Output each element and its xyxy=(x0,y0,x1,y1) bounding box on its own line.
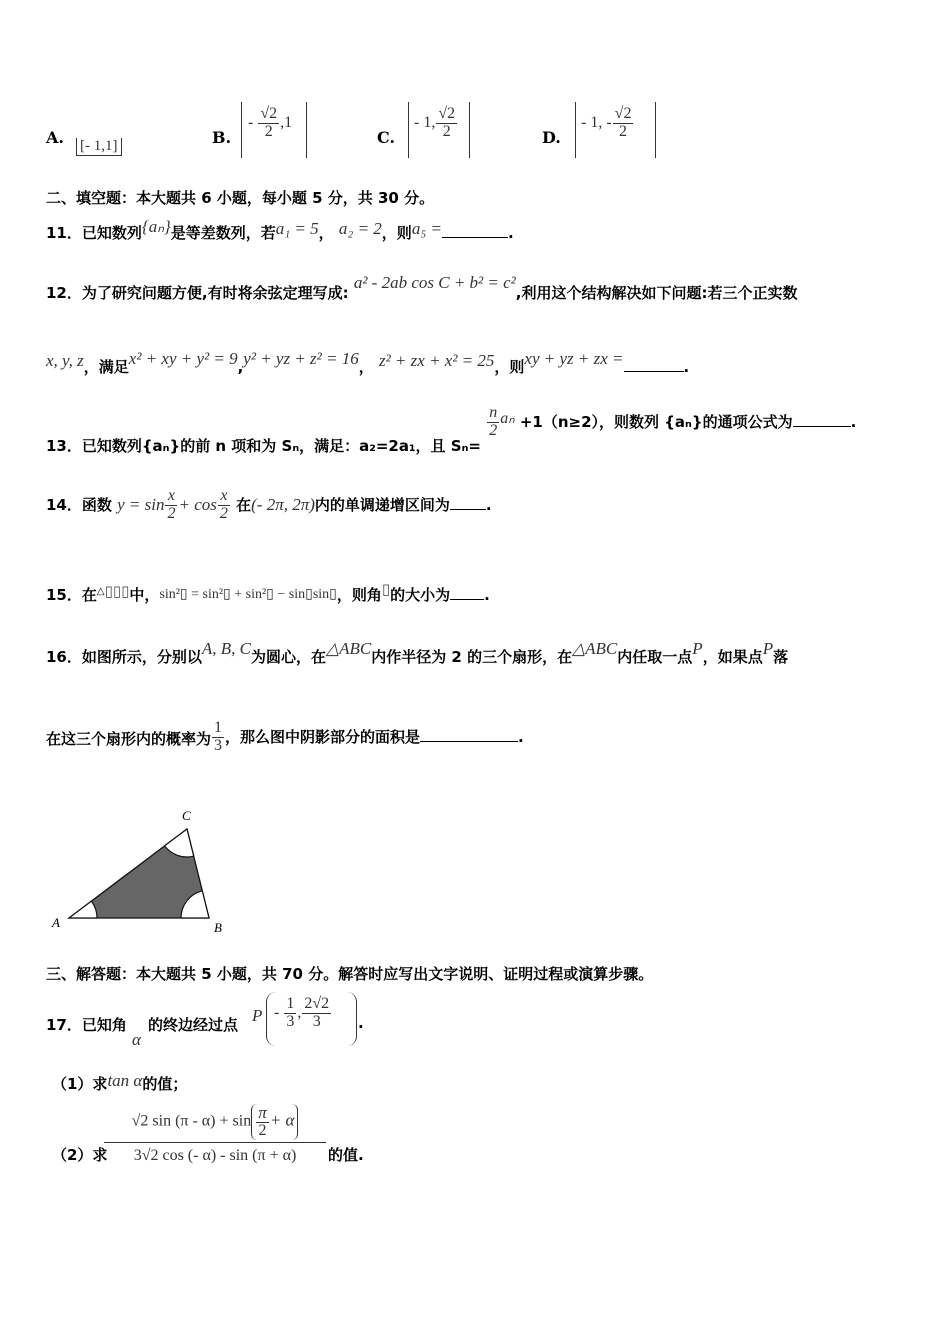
answer-blank-13[interactable] xyxy=(793,412,851,427)
answer-blank-14[interactable] xyxy=(450,495,486,510)
question-12-line-2: x, y, z，满足x² + xy + y² = 9,y² + yz + z² = 16， z² + zx + x² = 25，则xy + yz + zx = . xyxy=(46,349,690,376)
question-17-text: 的终边经过点 xyxy=(148,1016,239,1034)
triangle-figure xyxy=(46,806,236,936)
question-16-line-2: 在这三个扇形内的概率为 $\frac{1}{3}$ ，那么图中阴影部分的面积是 . xyxy=(46,719,524,754)
option-b-label: B. xyxy=(212,128,232,147)
sub-question-2-end: 的值. xyxy=(328,1146,364,1164)
section-2-title: 二、填空题：本大题共 6 小题，每小题 5 分，共 30 分。 xyxy=(46,189,435,207)
question-14: 14．函数 y = sin $\frac{x}{2}$ + cos $\frac{x}{2}$ 在(- 2π, 2π)内的单调递增区间为 . xyxy=(46,487,492,522)
question-15: 15．在△▯▯▯中，sin²▯ = sin²▯ + sin²▯ − sin▯sin▯，则角▯的大小为 . xyxy=(46,580,490,604)
answer-blank-11[interactable] xyxy=(442,223,508,238)
question-17: 17．已知角 xyxy=(46,1016,127,1034)
vertex-label-a: A xyxy=(52,915,60,930)
question-13: 13．已知数列{aₙ}的前 n 项和为 Sₙ，满足：a₂=2a₁，且 Sₙ= $\frac{n}{2}$ aₙ +1（n≥2），则数列 {aₙ}的通项公式为 . xyxy=(46,404,857,455)
question-12-line-1: 12．为了研究问题方便,有时将余弦定理写成: a² - 2ab cos C + b² = c²,利用这个结构解决如下问题:若三个正实数 xyxy=(46,273,798,302)
sub-question-2-fraction: √2 sin (π - α) + sin $\frac{\pi}{2}$ + α 3√2 cos (- α) - sin (π + α) xyxy=(104,1104,326,1165)
sector-a xyxy=(69,901,97,918)
sub-question-2: （2）求 xyxy=(52,1146,108,1164)
option-c-value: - 1, $\frac{√2}{2}$ xyxy=(414,105,456,140)
answer-blank-15[interactable] xyxy=(450,585,484,600)
option-c-label: C. xyxy=(377,128,396,147)
point-coordinates: - $\frac{1}{3}$ , $\frac{2√2}{3}$ xyxy=(274,995,330,1030)
section-3-title: 三、解答题：本大题共 5 小题，共 70 分。解答时应写出文字说明、证明过程或演算步骤。 xyxy=(46,965,654,983)
answer-blank-16[interactable] xyxy=(420,727,518,742)
point-p: P xyxy=(252,1006,263,1025)
option-d-value: - 1, - $\frac{√2}{2}$ xyxy=(581,105,632,140)
question-17-end: . xyxy=(358,1014,364,1032)
option-a-label: A. xyxy=(46,128,64,147)
vertex-label-b: B xyxy=(214,920,222,935)
question-11: 11．已知数列{aₙ}是等差数列，若a₁ = 5， a₂ = 2，则a₅ = . xyxy=(46,217,514,242)
option-d-label: D. xyxy=(542,128,561,147)
option-b-value: - $\frac{√2}{2}$ ,1 xyxy=(248,105,293,140)
alpha-symbol: α xyxy=(132,1030,141,1049)
answer-blank-12[interactable] xyxy=(624,357,684,372)
question-16-line-1: 16．如图所示，分别以A, B, C为圆心，在△ABC内作半径为 2 的三个扇形，在△ABC内任取一点P，如果点P落 xyxy=(46,639,789,666)
sub-question-1: （1）求tan α的值； xyxy=(52,1071,188,1093)
option-a-value: [- 1,1] xyxy=(76,138,122,156)
vertex-label-c: C xyxy=(182,808,191,823)
